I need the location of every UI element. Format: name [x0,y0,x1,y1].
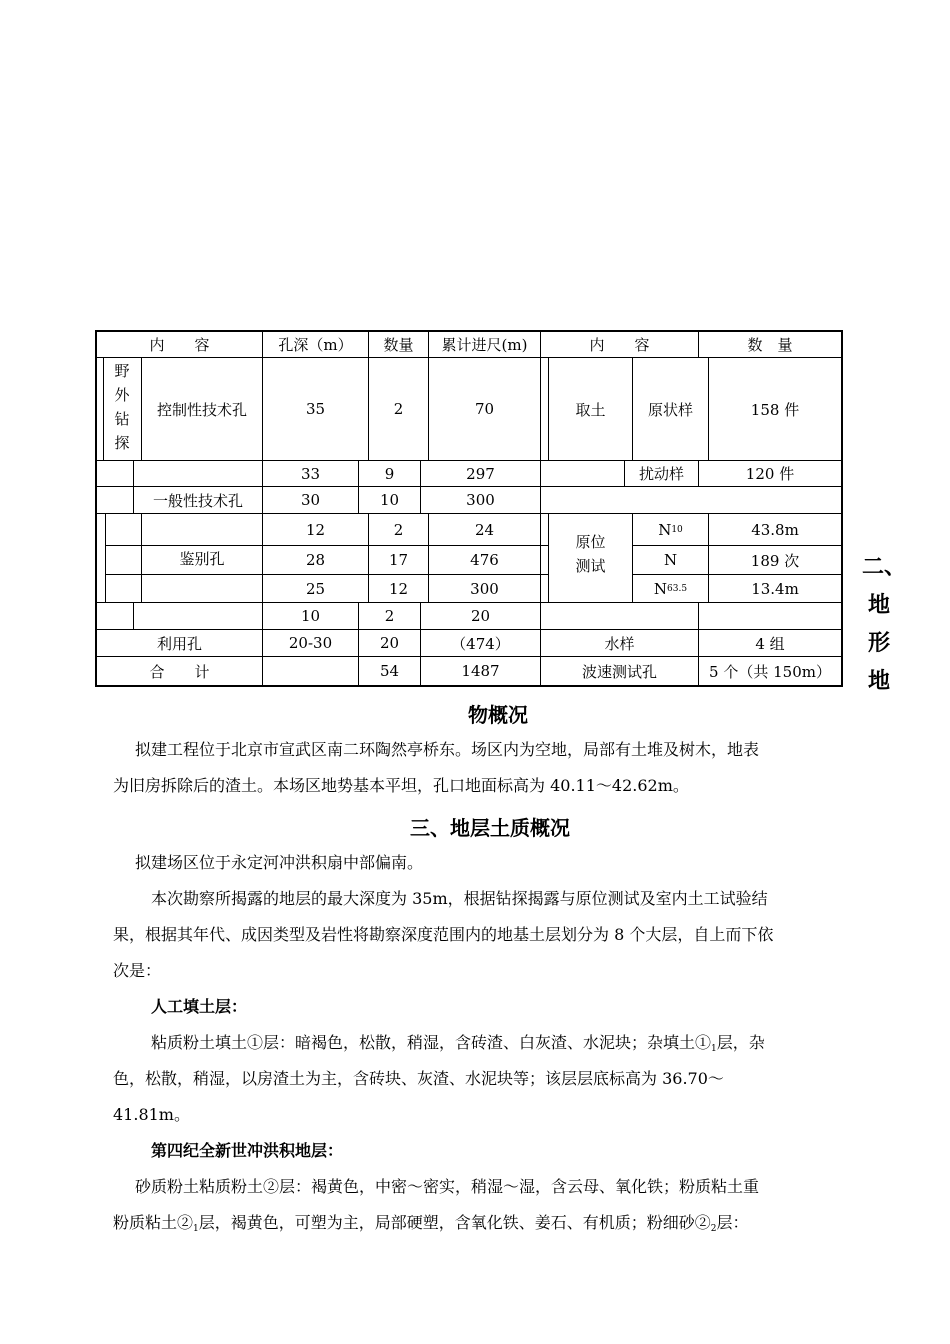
table-cell: 54 [379,662,400,680]
section3-p1: 拟建场区位于永定河冲洪积扇中部偏南。 [135,853,424,872]
section3-p3-line3: 41.81m。 [113,1105,190,1124]
table-cell: 2 [393,400,404,418]
n635-value: 13.4m [751,579,799,598]
undisturbed-label: 原状样 [647,400,693,419]
disturbed-value: 120 件 [745,465,795,483]
header-depth: 孔深（m） [278,335,353,354]
table-cell: 24 [474,520,495,539]
table-cell: 33 [300,464,321,483]
field-drilling-label: 野 外 钻 探 [114,362,130,452]
total-label: 合 计 [149,662,210,681]
section3-p4-line2: 粉质粘土$②_1$层，褐黄色，可塑为主，局部硬塑，含氧化铁、姜石、有机质；粉细砂$②_2$层： [113,1213,749,1234]
table-cell: 25 [305,579,326,598]
undisturbed-value: 158 件 [750,400,800,419]
table-cell: 12 [305,520,326,539]
header-content-left: 内 容 [149,335,210,354]
identify-hole-label: 鉴别孔 [179,549,225,568]
section2-para-line2: 为旧房拆除后的渣土。本场区地势基本平坦，孔口地面标高为 40.11～42.62m。 [113,776,689,795]
table-cell: 9 [384,464,395,483]
section3-sub1: 人工填土层： [151,997,248,1016]
section3-sub2: 第四纪全新世冲洪积地层： [151,1141,344,1160]
table-cell: 35 [305,400,326,418]
disturbed-label: 扰动样 [638,465,684,483]
table-cell: 1487 [461,662,500,680]
section3-p3-line1: 粘质粉土填土①层：暗褐色，松散，稍湿，含砖渣、白灰渣、水泥块；杂填土$①_1$层，杂 [151,1033,765,1054]
table-cell: 70 [474,400,495,418]
n10-value: 43.8m [751,520,799,539]
sampling-label: 取土 [575,400,606,419]
water-sample-value: 4 组 [755,634,785,653]
table-cell: 28 [305,551,326,569]
section2-side-heading: 二、 地 形 地 [862,555,907,694]
table-cell: 10 [300,607,321,625]
table-cell: 300 [466,491,495,509]
table-cell: 300 [470,579,499,598]
table-cell: （474） [451,634,510,653]
water-sample-label: 水样 [604,634,635,653]
wave-test-value: 5 个（共 150m） [709,662,831,681]
table-cell: 12 [388,579,409,598]
table-cell: 30 [300,491,321,509]
table-cell: 2 [384,607,395,625]
section3-p3-line2: 色，松散，稍湿，以房渣土为主，含砖块、灰渣、水泥块等；该层层底标高为 36.70～ [113,1069,724,1088]
section3-p2-line2: 果，根据其年代、成因类型及岩性将勘察深度范围内的地基土层划分为 8 个大层，自上而下依 [113,925,774,944]
table-cell: 297 [466,464,495,483]
section3-heading: 三、地层土质概况 [410,816,570,840]
wave-test-label: 波速测试孔 [581,662,657,681]
table-cell: 20-30 [288,634,333,652]
n-value: 189 次 [750,551,800,570]
table-cell: 17 [388,551,409,569]
reuse-hole-label: 利用孔 [156,634,202,653]
table-cell: 2 [393,520,404,539]
section2-para-line1: 拟建工程位于北京市宣武区南二环陶然亭桥东。场区内为空地，局部有土堆及树木，地表 [135,740,760,759]
header-footage: 累计进尺(m) [441,335,528,354]
table-cell: 20 [379,634,400,652]
general-hole-label: 一般性技术孔 [152,491,243,510]
section3-p2-line1: 本次勘察所揭露的地层的最大深度为 35m，根据钻探揭露与原位测试及室内土工试验结 [151,889,768,908]
table-cell: 476 [470,551,499,569]
control-hole-label: 控制性技术孔 [156,400,247,419]
header-count: 数量 [383,335,414,354]
n10-label: N 10 [658,520,683,539]
header-quantity: 数 量 [747,335,793,354]
section3-p4-line1: 砂质粉土粘质粉土②层：褐黄色，中密～密实，稍湿～湿，含云母、氧化铁；粉质粘土重 [135,1177,760,1196]
header-content-right: 内 容 [589,335,650,354]
n635-label: N 63.5 [653,579,688,598]
section2-heading-rest: 物概况 [468,703,528,727]
insitu-test-label: 原位 测试 [575,533,606,575]
table-cell: 10 [379,491,400,509]
section3-p2-line3: 次是： [113,961,162,980]
table-cell: 20 [470,607,491,625]
n-label: N [663,551,678,569]
